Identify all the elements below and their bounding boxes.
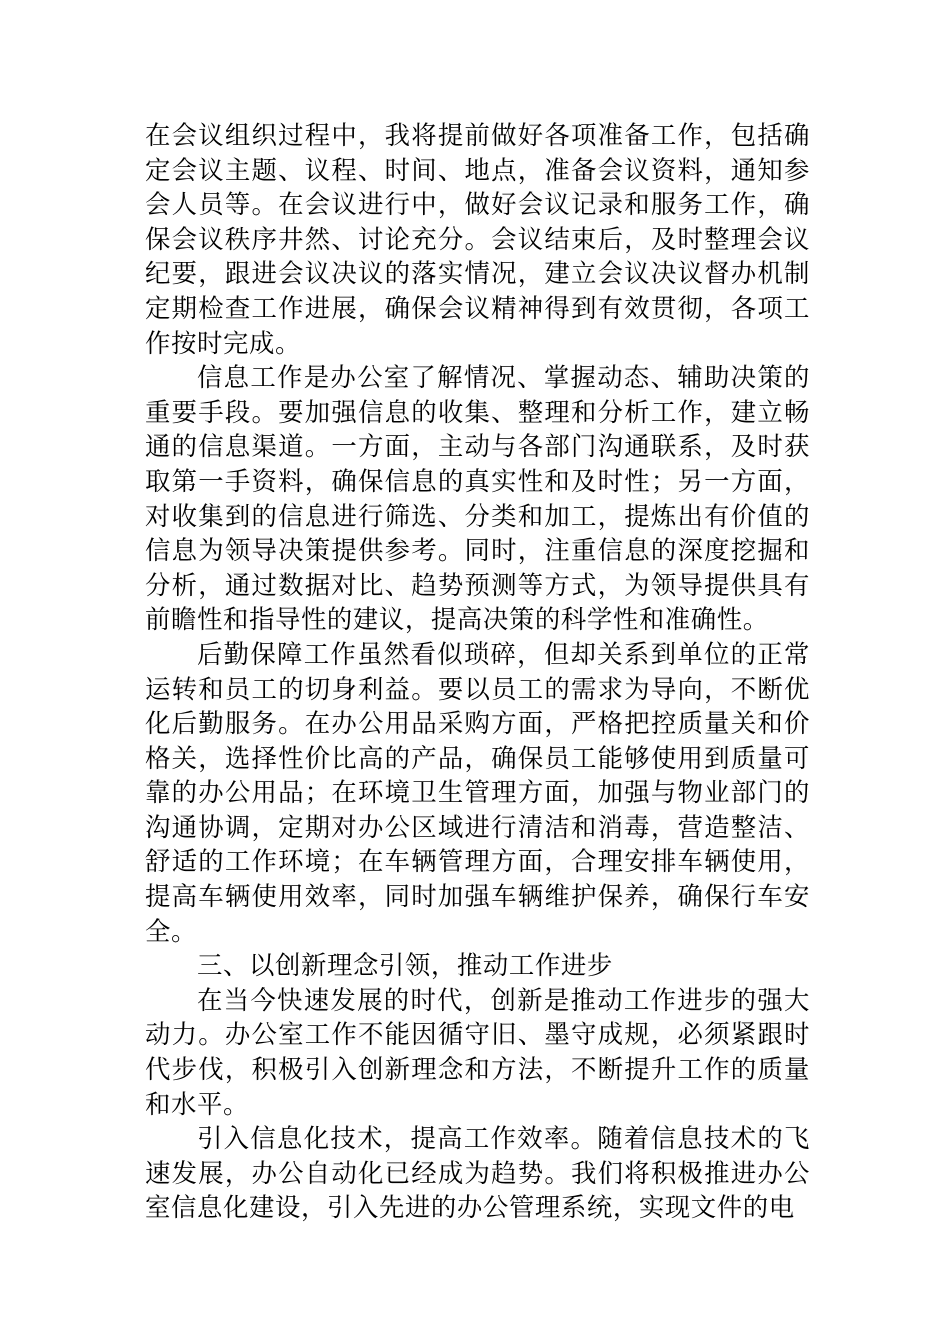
document-body (145, 118, 810, 1225)
section-heading: 三、以创新理念引领，推动工作进步 (197, 950, 613, 981)
paragraph-logistics-support: 后勤保障工作虽然看似琐碎，但却关系到单位的正常运转和员工的切身利益。要以员工的需求为导向，不断优化后勤服务。在办公用品采购方面，严格把控质量关和价格关，选择性价比高的产品，确保员工能够使用到质量可靠的办公用品；在环境卫生管理方面，加强与物业部门的沟通协调，定期对办公区域进行清洁和消毒，营造整洁、舒适的工作环境；在车辆管理方面，合理安排车辆使用，提高车辆使用效率，同时加强车辆维护保养，确保行车安全。 (145, 638, 810, 946)
paragraph-meeting-organization: 在会议组织过程中，我将提前做好各项准备工作，包括确定会议主题、议程、时间、地点，准备会议资料，通知参会人员等。在会议进行中，做好会议记录和服务工作，确保会议秩序井然、讨论充分。会议结束后，及时整理会议纪要，跟进会议决议的落实情况，建立会议决议督办机制定期检查工作进展，确保会议精神得到有效贯彻，各项工作按时完成。 (145, 120, 810, 358)
paragraph-information-technology: 引入信息化技术，提高工作效率。随着信息技术的飞速发展，办公自动化已经成为趋势。我们将积极推进办公室信息化建设，引入先进的办公管理系统，实现文件的电 (145, 1123, 810, 1223)
paragraph-innovation: 在当今快速发展的时代，创新是推动工作进步的强大动力。办公室工作不能因循守旧、墨守成规，必须紧跟时代步伐，积极引入创新理念和方法，不断提升工作的质量和水平。 (145, 984, 810, 1119)
paragraph-information-work: 信息工作是办公室了解情况、掌握动态、辅助决策的重要手段。要加强信息的收集、整理和分析工作，建立畅通的信息渠道。一方面，主动与各部门沟通联系，及时获取第一手资料，确保信息的真实性和及时性；另一方面，对收集到的信息进行筛选、分类和加工，提炼出有价值的信息为领导决策提供参考。同时，注重信息的深度挖掘和分析，通过数据对比、趋势预测等方式，为领导提供具有前瞻性和指导性的建议，提高决策的科学性和准确性。 (145, 362, 810, 635)
